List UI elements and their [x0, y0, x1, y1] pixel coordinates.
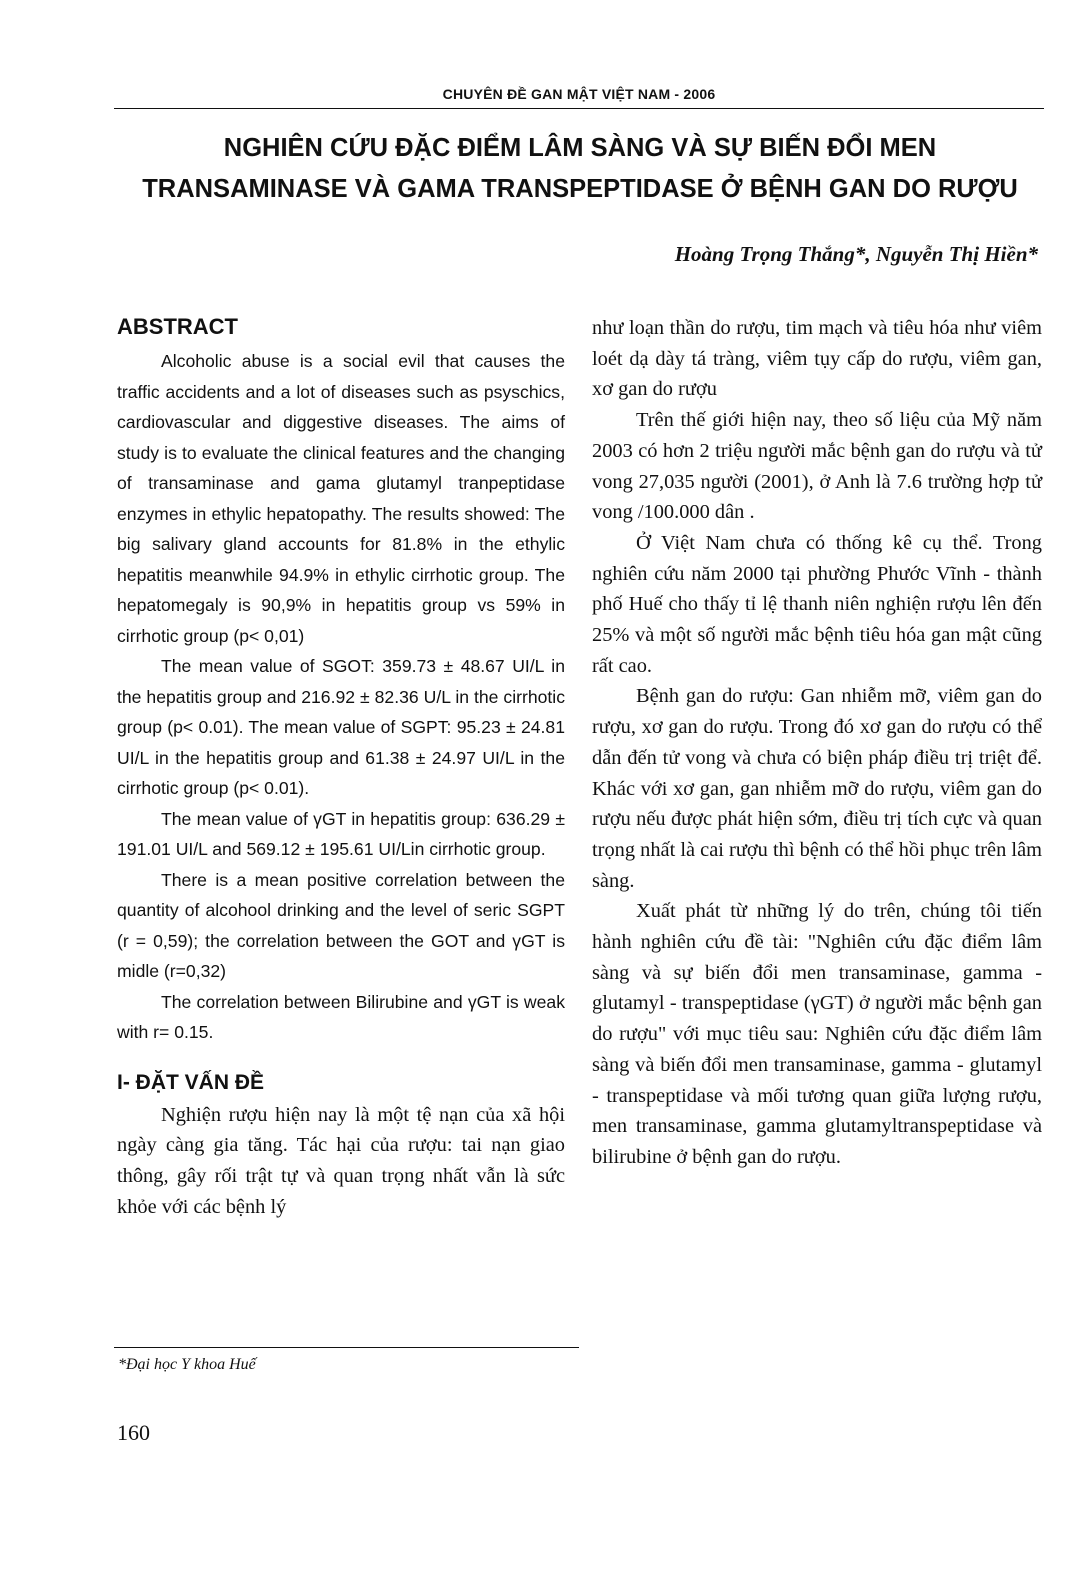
authors: Hoàng Trọng Thắng*, Nguyễn Thị Hiền* [674, 242, 1038, 266]
abstract-paragraph: The mean value of γGT in hepatitis group: 636.29 ± 191.01 UI/L and 569.12 ± 195.61 UI/Lin cirrhotic group. [117, 808, 565, 859]
section-heading: I- ĐẶT VẤN ĐỀ [117, 1070, 264, 1094]
body-paragraph: Ở Việt Nam chưa có thống kê cụ thể. Trong nghiên cứu năm 2000 tại phường Phước Vĩnh - thành phố Huế cho thấy tỉ lệ thanh niên nghiện rượu lên đến 25% và một số người mắc bệnh tiêu hóa gan mật cũng rất cao. [592, 531, 1042, 677]
body-paragraph: Nghiện rượu hiện nay là một tệ nạn của xã hội ngày càng gia tăng. Tác hại của rượu: tai nạn giao thông, gây rối trật tự và quan trọng nhất vẫn là sức khỏe với các bệnh lý [117, 1103, 565, 1218]
abstract-paragraph: Alcoholic abuse is a social evil that causes the traffic accidents and a lot of diseases such as psyschics, cardiovascular and diggestive diseases. The aims of study is to evaluate the clinical features and the changing of transaminase and gama glutamyl tranpeptidase enzymes in ethylic hepatopathy. The results showed: The big salivary gland accounts for 81.8% in the ethylic hepatitis meanwhile 94.9% in ethylic cirrhotic group. The hepatomegaly is 90,9% in hepatitis group vs 59% in cirrhotic group (p< 0,01) [117, 351, 565, 646]
page-number: 160 [117, 1420, 150, 1445]
footnote-rule [114, 1347, 579, 1348]
body-paragraph: như loạn thần do rượu, tim mạch và tiêu hóa như viêm loét dạ dày tá tràng, viêm tụy cấp do rượu, viêm gan, xơ gan do rượu [592, 317, 1042, 401]
left-column [117, 312, 565, 1222]
body-paragraph: Trên thế giới hiện nay, theo số liệu của Mỹ năm 2003 có hơn 2 triệu người mắc bệnh gan do rượu và tử vong 27,035 người (2001), ở Anh là 7.6 trường hợp tử vong /100.000 dân . [592, 409, 1042, 524]
title-line-2: TRANSAMINASE VÀ GAMA TRANSPEPTIDASE Ở BỆNH GAN DO RƯỢU [142, 175, 1018, 203]
right-column [592, 313, 1042, 1173]
title-line-1: NGHIÊN CỨU ĐẶC ĐIỂM LÂM SÀNG VÀ SỰ BIẾN ĐỔI MEN [223, 134, 937, 162]
abstract-paragraph: The mean value of SGOT: 359.73 ± 48.67 UI/L in the hepatitis group and 216.92 ± 82.36 U/L in the cirrhotic group (p< 0.01). The mean value of SGPT: 95.23 ± 24.81 UI/L in the hepatitis group and 61.38 ± 24.97 UI/L in the cirrhotic group (p< 0.01). [117, 656, 565, 798]
body-paragraph: Xuất phát từ những lý do trên, chúng tôi tiến hành nghiên cứu đề tài: "Nghiên cứu đặc điểm lâm sàng và sự biến đổi men transaminase, gamma - glutamyl - transpeptidase (γGT) ở người mắc bệnh gan do rượu" với mục tiêu sau: Nghiên cứu đặc điểm lâm sàng và biến đổi men transaminase, gamma - glutamyl - transpeptidase và mối tương quan giữa lượng rượu, men transaminase, gamma glutamyltranspeptidase và bilirubine ở bệnh gan do rượu. [592, 900, 1042, 1168]
running-header: CHUYÊN ĐỀ GAN MẬT VIỆT NAM - 2006 [442, 86, 716, 102]
abstract-paragraph: The correlation between Bilirubine and γGT is weak with r= 0.15. [117, 991, 565, 1042]
affiliation-footnote: *Đại học Y khoa Huế [118, 1356, 256, 1373]
header-rule [114, 108, 1044, 109]
abstract-paragraph: There is a mean positive correlation between the quantity of alcohool drinking and the level of seric SGPT (r = 0,59); the correlation between the GOT and γGT is midle (r=0,32) [117, 869, 565, 981]
abstract-heading: ABSTRACT [117, 314, 238, 339]
body-paragraph: Bệnh gan do rượu: Gan nhiễm mỡ, viêm gan do rượu, xơ gan do rượu. Trong đó xơ gan do rượu có thể dẫn đến tử vong và chưa có biện pháp điều trị triệt để. Khác với xơ gan, gan nhiễm mỡ do rượu, viêm gan do rượu nếu được phát hiện sớm, điều trị tích cực và quan trọng nhất là cai rượu thì bệnh có thể hồi phục trên lâm sàng. [592, 685, 1042, 892]
article-title [100, 128, 1060, 210]
